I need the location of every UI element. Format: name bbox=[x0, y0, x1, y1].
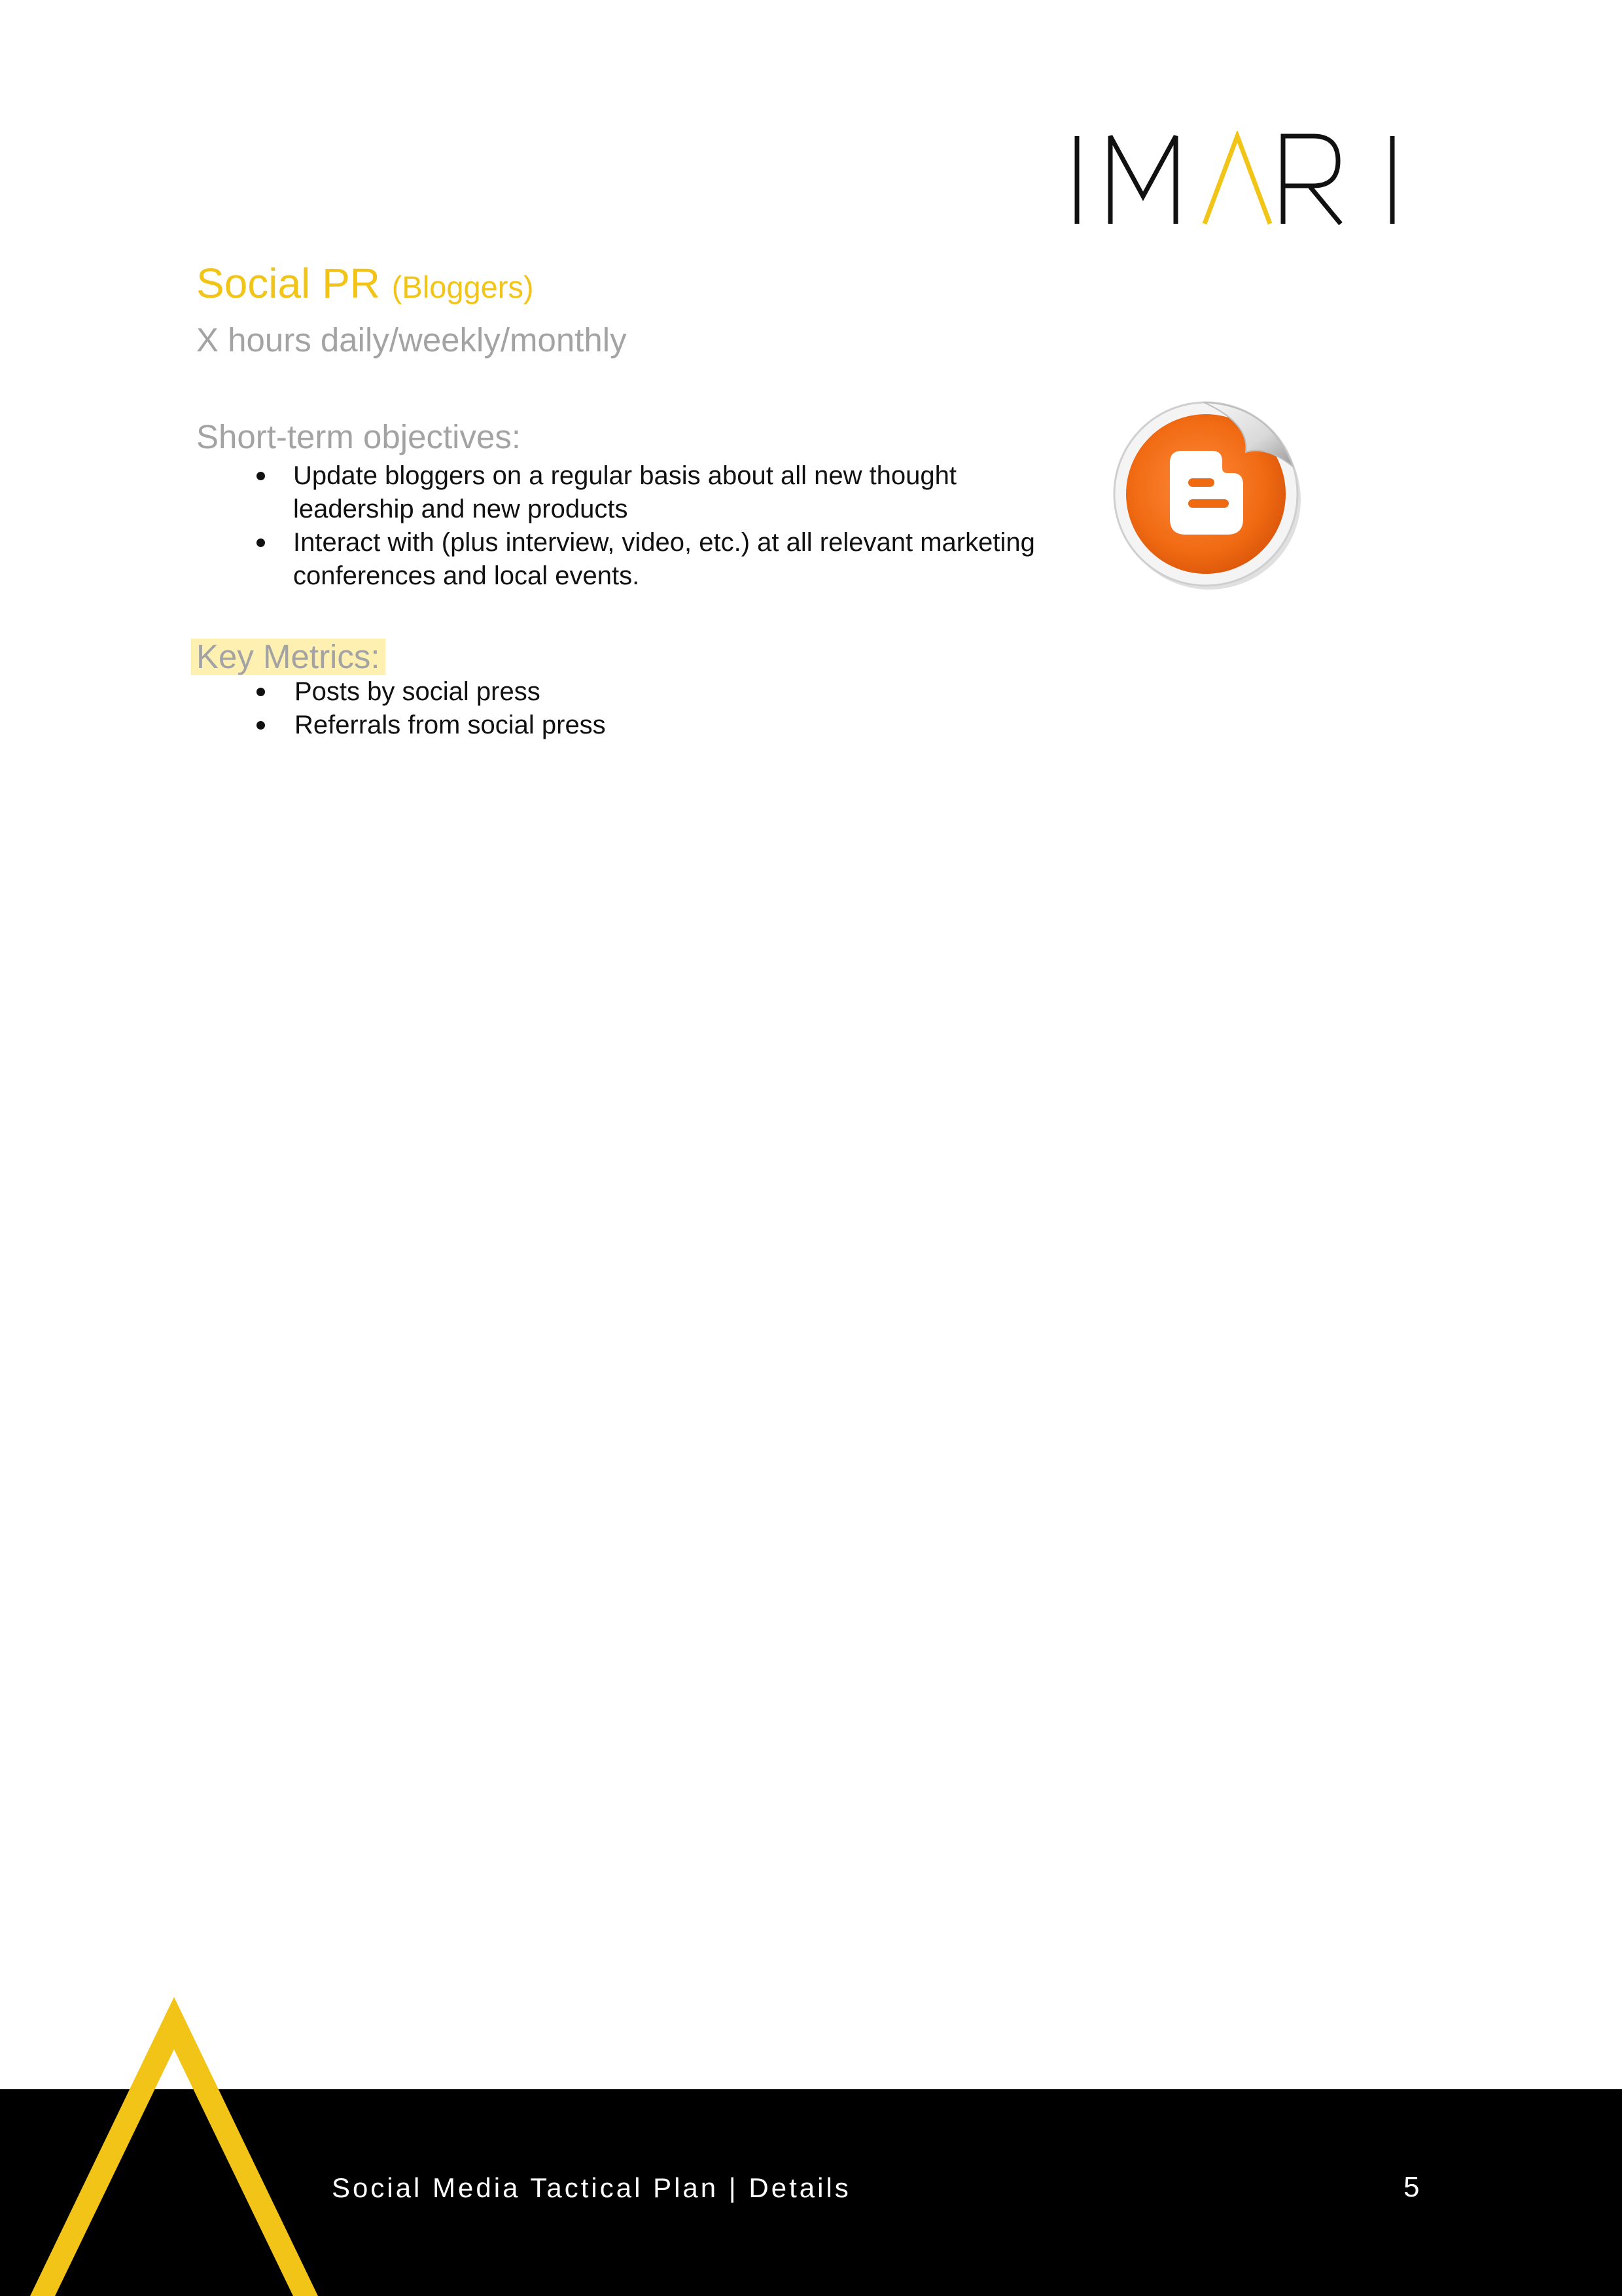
list-item bbox=[191, 675, 1430, 709]
list-item bbox=[196, 526, 1060, 593]
metrics-section bbox=[191, 639, 1430, 742]
bullet-icon bbox=[256, 539, 265, 547]
title-main: Social PR bbox=[196, 260, 380, 307]
page-title bbox=[196, 260, 534, 306]
list-item-text: Posts by social press bbox=[294, 677, 540, 707]
bullet-icon bbox=[256, 721, 265, 730]
imari-logo-graphic bbox=[1070, 131, 1397, 229]
blogger-icon bbox=[1106, 389, 1309, 592]
list-item-text: Referrals from social press bbox=[294, 711, 606, 740]
blogger-sticker-graphic bbox=[1106, 389, 1309, 592]
footer-title: Social Media Tactical Plan | Details bbox=[332, 2172, 851, 2203]
metrics-heading: Key Metrics: bbox=[191, 639, 385, 675]
metrics-list bbox=[191, 675, 1430, 742]
imari-logo bbox=[1070, 131, 1397, 229]
frequency-subtitle: X hours daily/weekly/monthly bbox=[196, 321, 627, 359]
logo-text bbox=[1397, 131, 1398, 132]
bullet-icon bbox=[256, 472, 265, 480]
list-item bbox=[196, 459, 1060, 526]
list-item bbox=[191, 709, 1430, 742]
title-suffix: (Bloggers) bbox=[391, 270, 534, 304]
objectives-heading: Short-term objectives: bbox=[196, 418, 521, 455]
list-item-text: Interact with (plus interview, video, etc.) at all relevant marketing conferences and local events. bbox=[293, 528, 1035, 591]
objectives-section bbox=[196, 419, 1060, 593]
page-number: 5 bbox=[1403, 2171, 1420, 2203]
bullet-icon bbox=[256, 688, 265, 696]
footer-triangle-icon bbox=[0, 1989, 340, 2296]
objectives-list bbox=[196, 459, 1060, 593]
list-item-text: Update bloggers on a regular basis about all new thought leadership and new products bbox=[293, 461, 957, 524]
